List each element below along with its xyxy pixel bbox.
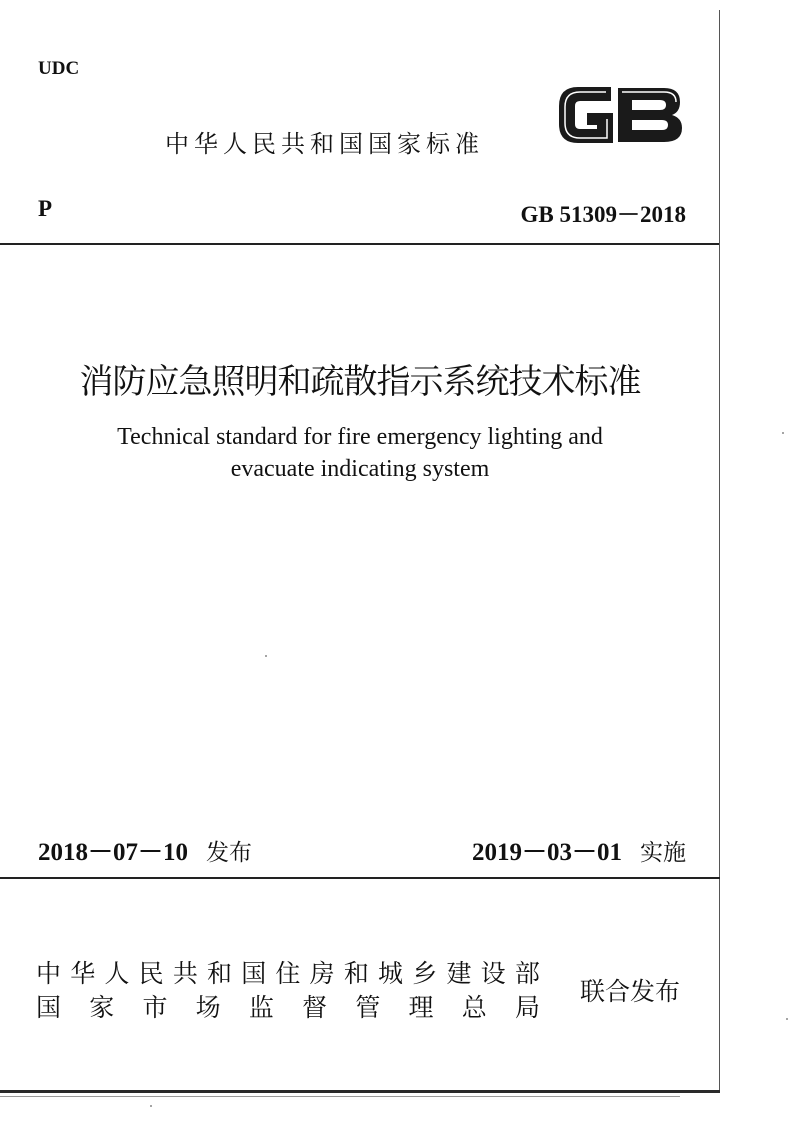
- title-chinese: 消防应急照明和疏散指示系统技术标准: [79, 362, 641, 402]
- footer-divider: [0, 877, 720, 879]
- publisher-char: 人: [104, 959, 130, 988]
- publish-label: 发布: [206, 840, 253, 866]
- publisher-char: 华: [70, 959, 96, 988]
- publisher-char: 建: [446, 959, 472, 988]
- publisher-char: 家: [89, 993, 115, 1022]
- publisher-char: 设: [480, 959, 506, 988]
- header-divider: [0, 243, 720, 245]
- joint-publish-label: 联合发布: [580, 977, 681, 1006]
- scan-speck: [150, 1105, 152, 1107]
- effective-label: 实施: [640, 840, 686, 866]
- gb-logo: [552, 82, 688, 148]
- effective-date: 2019－03－01: [471, 839, 622, 866]
- title-english-line-1: Technical standard for fire emergency lighting and: [117, 424, 603, 450]
- publish-date-block: [38, 832, 252, 868]
- publisher-char: 理: [408, 993, 434, 1022]
- publisher-char: 场: [195, 993, 221, 1022]
- publisher-char: 城: [378, 959, 404, 988]
- udc-label: UDC: [38, 58, 80, 79]
- publish-date: 2018－07－10: [38, 839, 189, 866]
- scan-speck: [786, 1018, 788, 1020]
- bottom-edge-line: [0, 1090, 720, 1093]
- publisher-char: 国: [36, 993, 62, 1022]
- standard-number: GB 51309－2018: [520, 202, 686, 227]
- publisher-char: 部: [514, 959, 540, 988]
- publisher-char: 局: [514, 993, 540, 1022]
- publisher-line-1: [36, 954, 540, 990]
- publisher-line-2: [36, 988, 540, 1024]
- scan-speck: [265, 655, 267, 657]
- page-edge-line: [719, 10, 720, 1090]
- publisher-char: 市: [142, 993, 168, 1022]
- publisher-char: 监: [248, 993, 274, 1022]
- title-english-line-2: evacuate indicating system: [230, 456, 490, 482]
- scan-speck: [782, 432, 784, 434]
- bottom-edge-shadow: [0, 1096, 680, 1097]
- publisher-char: 共: [172, 959, 198, 988]
- publisher-char: 督: [302, 993, 328, 1022]
- publisher-char: 中: [36, 959, 62, 988]
- publisher-char: 住: [275, 959, 301, 988]
- publisher-char: 乡: [412, 959, 438, 988]
- publisher-char: 民: [138, 959, 164, 988]
- effective-date-block: [430, 832, 686, 868]
- publisher-char: 房: [309, 959, 335, 988]
- category-code: P: [38, 196, 53, 221]
- publisher-char: 管: [355, 993, 381, 1022]
- publisher-char: 和: [343, 959, 369, 988]
- publisher-char: 总: [461, 993, 487, 1022]
- publisher-char: 和: [207, 959, 233, 988]
- title-english: [0, 421, 720, 485]
- national-standard-heading: 中华人民共和国国家标准: [165, 130, 484, 158]
- publisher-char: 国: [241, 959, 267, 988]
